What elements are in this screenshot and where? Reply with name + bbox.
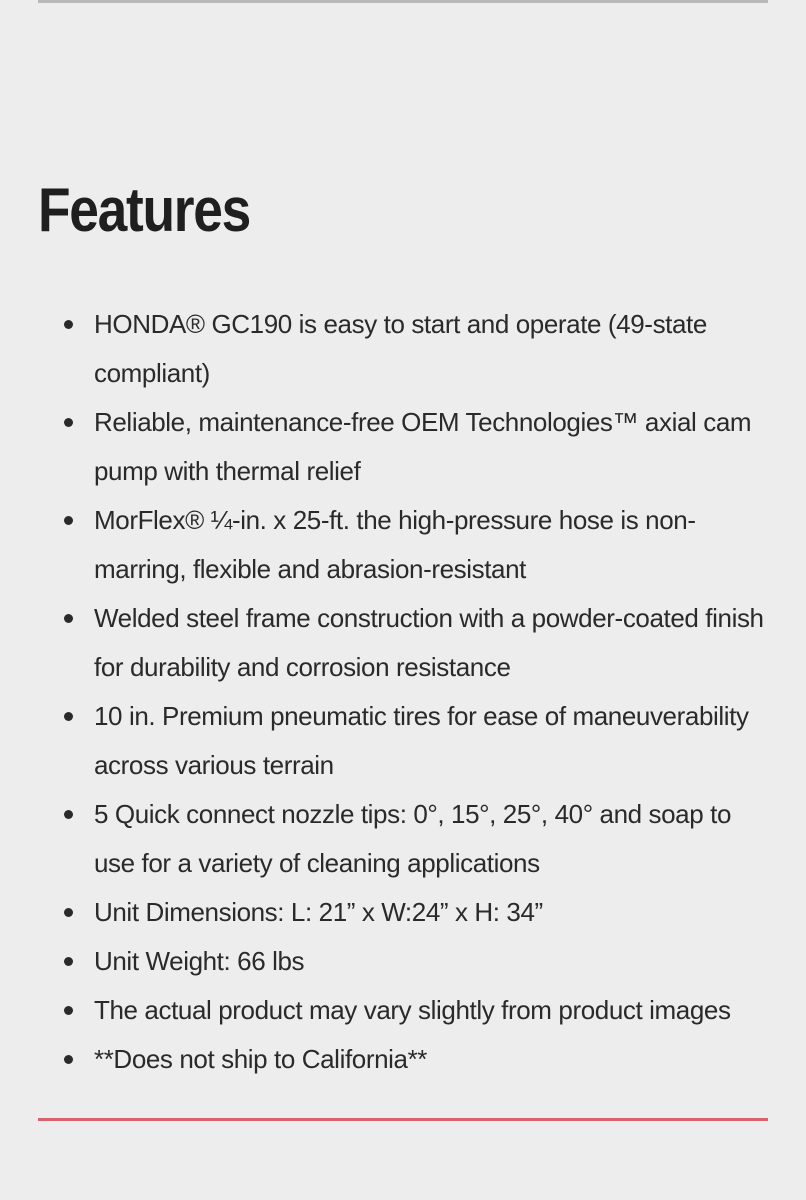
bottom-divider bbox=[38, 1118, 768, 1121]
feature-item bbox=[38, 692, 768, 790]
bullet-icon bbox=[64, 320, 73, 329]
feature-list bbox=[38, 300, 768, 1084]
feature-item bbox=[38, 594, 768, 692]
feature-text: Unit Dimensions: L: 21” x W:24” x H: 34” bbox=[94, 897, 543, 927]
feature-item bbox=[38, 496, 768, 594]
top-divider bbox=[38, 0, 768, 3]
feature-text: Welded steel frame construction with a powder-coated finish for durability and corrosion resistance bbox=[94, 603, 764, 682]
bullet-icon bbox=[64, 418, 73, 427]
feature-text: HONDA® GC190 is easy to start and operate (49-state compliant) bbox=[94, 309, 707, 388]
feature-item bbox=[38, 937, 768, 986]
bullet-icon bbox=[64, 614, 73, 623]
feature-item bbox=[38, 300, 768, 398]
feature-text: **Does not ship to California** bbox=[94, 1044, 428, 1074]
feature-text: The actual product may vary slightly from product images bbox=[94, 995, 731, 1025]
bullet-icon bbox=[64, 516, 73, 525]
feature-item bbox=[38, 398, 768, 496]
bullet-icon bbox=[64, 810, 73, 819]
feature-text: 5 Quick connect nozzle tips: 0°, 15°, 25°, 40° and soap to use for a variety of cleaning applications bbox=[94, 799, 732, 878]
features-section bbox=[38, 170, 768, 1084]
feature-item bbox=[38, 888, 768, 937]
feature-item bbox=[38, 790, 768, 888]
feature-item bbox=[38, 986, 768, 1035]
bullet-icon bbox=[64, 957, 73, 966]
bullet-icon bbox=[64, 1006, 73, 1015]
bullet-icon bbox=[64, 1055, 73, 1064]
feature-item bbox=[38, 1035, 768, 1084]
feature-text: Unit Weight: 66 lbs bbox=[94, 946, 305, 976]
bullet-icon bbox=[64, 712, 73, 721]
bullet-icon bbox=[64, 908, 73, 917]
feature-text: MorFlex® ¼-in. x 25-ft. the high-pressure hose is non-marring, flexible and abrasion-resistant bbox=[94, 505, 696, 584]
feature-text: 10 in. Premium pneumatic tires for ease of maneuverability across various terrain bbox=[94, 701, 749, 780]
features-title: Features bbox=[38, 176, 250, 245]
feature-text: Reliable, maintenance-free OEM Technologies™ axial cam pump with thermal relief bbox=[94, 407, 752, 486]
